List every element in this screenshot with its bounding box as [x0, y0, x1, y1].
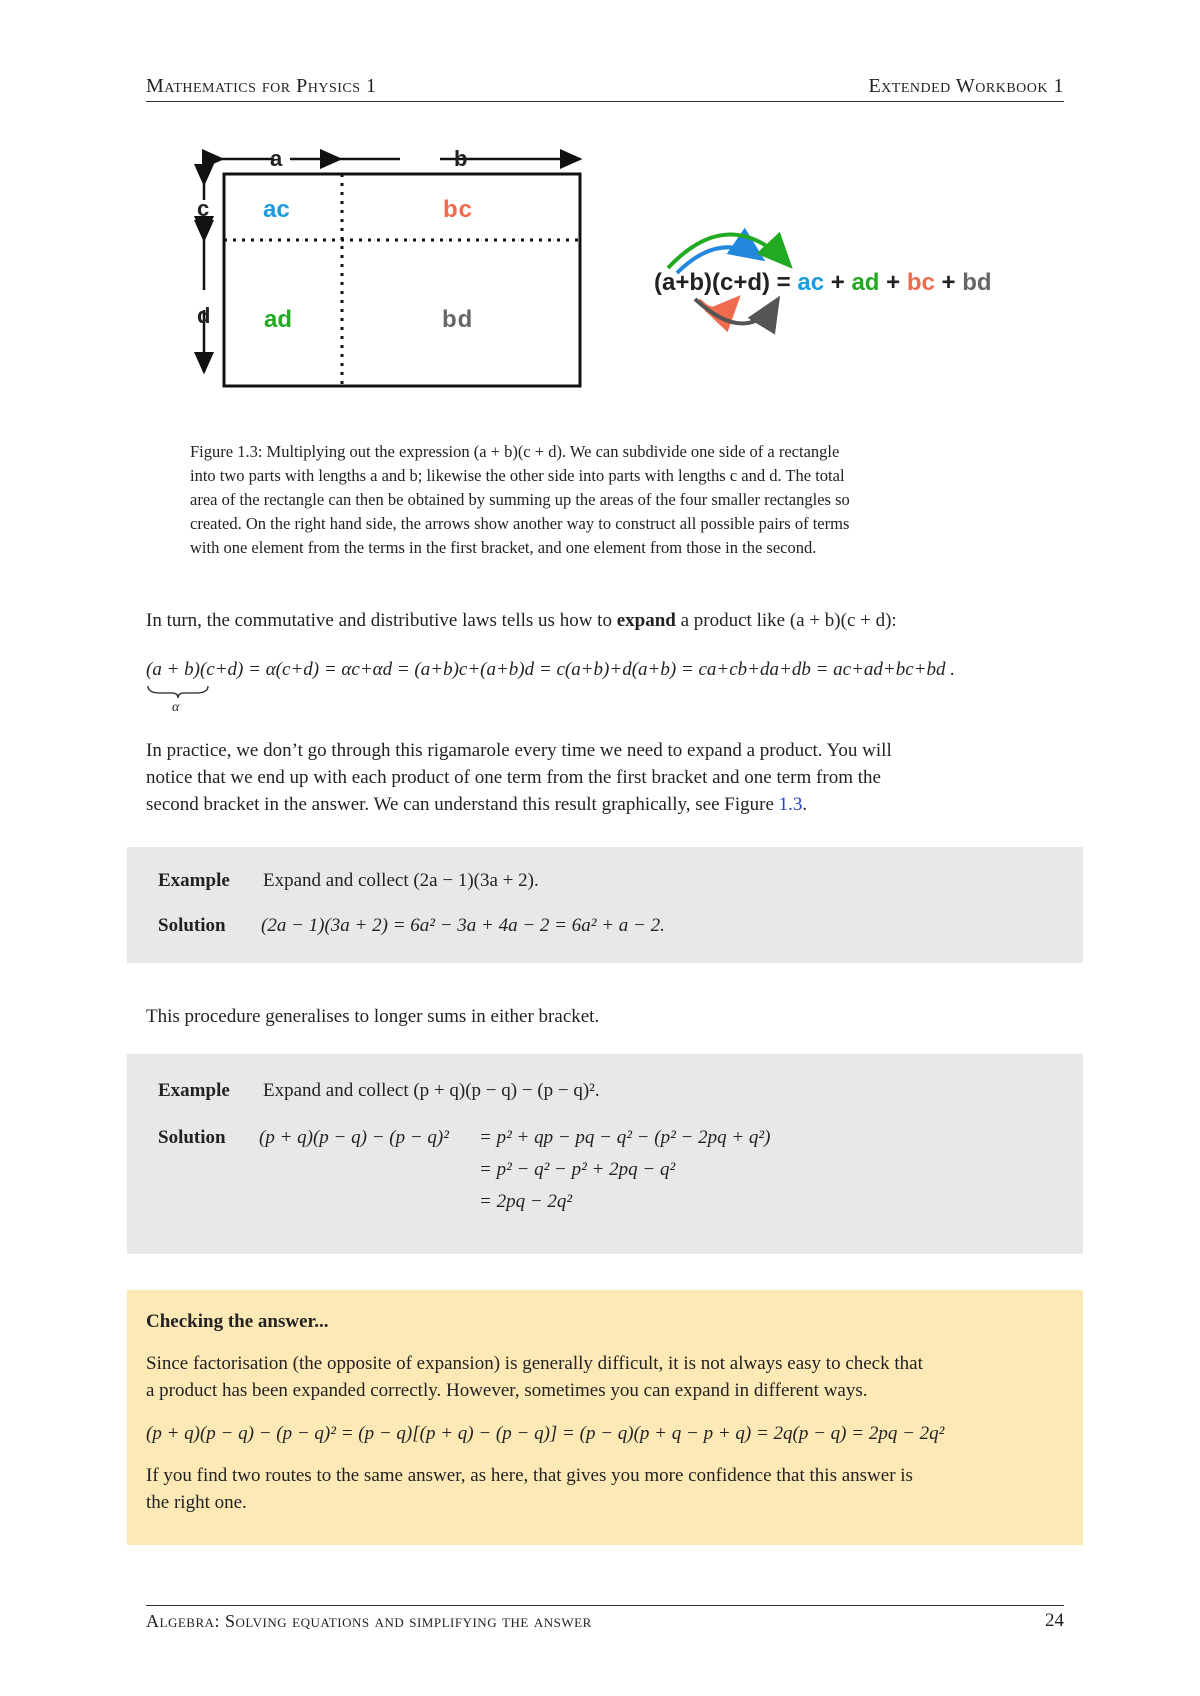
- expansion-equation: (a + b)(c+d) = α(c+d) = αc+αd = (a+b)c+(a+b)d = c(a+b)+d(a+b) = ca+cb+da+db = ac+ad+bc+bd .: [146, 659, 955, 680]
- header-rule: [146, 101, 1064, 102]
- expression-plus: +: [941, 269, 956, 296]
- running-footer-left: Algebra: Solving equations and simplifying the answer: [146, 1611, 592, 1631]
- page-number: 24: [1045, 1610, 1064, 1631]
- figure-reference-link[interactable]: 1.3: [778, 794, 803, 815]
- figure-1-3: [190, 140, 1090, 400]
- underbrace: [146, 684, 210, 700]
- caption-line: created. On the right hand side, the arrows show another way to construct all possible pairs of terms: [190, 514, 850, 533]
- paragraph-line: In practice, we don’t go through this rigamarole every time we need to expand a product. You will: [146, 740, 892, 761]
- bold-term-expand: expand: [616, 610, 676, 631]
- expression-term-ac: ac: [797, 269, 825, 296]
- note-line: Since factorisation (the opposite of expansion) is generally difficult, it is not always easy to check that: [146, 1353, 923, 1374]
- side-label-a: a: [270, 146, 283, 171]
- note-line: the right one.: [146, 1492, 247, 1513]
- example-label: Example: [158, 870, 230, 891]
- note-equation: (p + q)(p − q) − (p − q)² = (p − q)[(p + q) − (p − q)] = (p − q)(p + q − p + q) = 2q(p − q) = 2pq − 2q²: [146, 1423, 945, 1444]
- solution-label: Solution: [158, 915, 226, 936]
- cell-ad: ad: [264, 306, 293, 333]
- paragraph-text: .: [802, 794, 808, 815]
- example-label: Example: [158, 1080, 230, 1101]
- paragraph-generalises: This procedure generalises to longer sums in either bracket.: [146, 1006, 600, 1027]
- note-line: a product has been expanded correctly. However, sometimes you can expand in different ways.: [146, 1380, 868, 1401]
- figure-caption: [190, 440, 1040, 560]
- expression-term-ad: ad: [851, 269, 880, 296]
- cell-bc: bc: [443, 196, 474, 223]
- solution-equation: (2a − 1)(3a + 2) = 6a² − 3a + 4a − 2 = 6a² + a − 2.: [261, 915, 665, 936]
- running-header-right: Extended Workbook 1: [868, 75, 1064, 97]
- paragraph-text: a product like (a + b)(c + d):: [675, 610, 897, 631]
- caption-line: Multiplying out the expression (a + b)(c + d). We can subdivide one side of a rectangle: [266, 442, 840, 461]
- paragraph-practice: [146, 737, 1064, 818]
- note-title: Checking the answer...: [146, 1311, 329, 1332]
- solution-line: = 2pq − 2q²: [479, 1191, 573, 1212]
- caption-line: into two parts with lengths a and b; likewise the other side into parts with lengths c and d. The total: [190, 466, 845, 485]
- solution-lhs: (p + q)(p − q) − (p − q)²: [259, 1127, 449, 1148]
- side-label-c: c: [197, 196, 210, 221]
- side-label-b: b: [454, 146, 468, 171]
- expression-term-bc: bc: [906, 269, 935, 296]
- paragraph-text: In turn, the commutative and distributive laws tells us how to: [146, 610, 617, 631]
- note-line: If you find two routes to the same answer, as here, that gives you more confidence that this answer is: [146, 1465, 913, 1486]
- expression-plus: +: [886, 269, 901, 296]
- caption-line: with one element from the terms in the first bracket, and one element from those in the second.: [190, 538, 817, 557]
- solution-line: = p² + qp − pq − q² − (p² − 2pq + q²): [479, 1127, 771, 1148]
- example-question: Expand and collect (p + q)(p − q) − (p − q)².: [263, 1080, 600, 1101]
- checking-answer-box: [127, 1290, 1083, 1545]
- expression-term-bd: bd: [962, 269, 992, 296]
- example-box-1: [127, 847, 1083, 963]
- side-label-d: d: [197, 303, 211, 328]
- running-header-left: Mathematics for Physics 1: [146, 75, 377, 97]
- paragraph-line: notice that we end up with each product of one term from the first bracket and one term from the: [146, 767, 881, 788]
- example-question: Expand and collect (2a − 1)(3a + 2).: [263, 870, 539, 891]
- expression-plus: +: [830, 269, 845, 296]
- paragraph-line: second bracket in the answer. We can understand this result graphically, see Figure: [146, 794, 779, 815]
- cell-ac: ac: [263, 196, 290, 223]
- footer-rule: [146, 1605, 1064, 1606]
- example-box-2: [127, 1054, 1083, 1254]
- caption-label: Figure 1.3:: [190, 442, 263, 461]
- underbrace-label: α: [172, 700, 180, 715]
- expression-lhs: (a+b)(c+d) =: [654, 269, 791, 296]
- expansion-expression: [654, 269, 992, 297]
- solution-label: Solution: [158, 1127, 226, 1148]
- caption-line: area of the rectangle can then be obtained by summing up the areas of the four smaller rectangles so: [190, 490, 850, 509]
- cell-bd: bd: [442, 306, 474, 333]
- paragraph-expand-intro: [146, 607, 897, 634]
- solution-line: = p² − q² − p² + 2pq − q²: [479, 1159, 676, 1180]
